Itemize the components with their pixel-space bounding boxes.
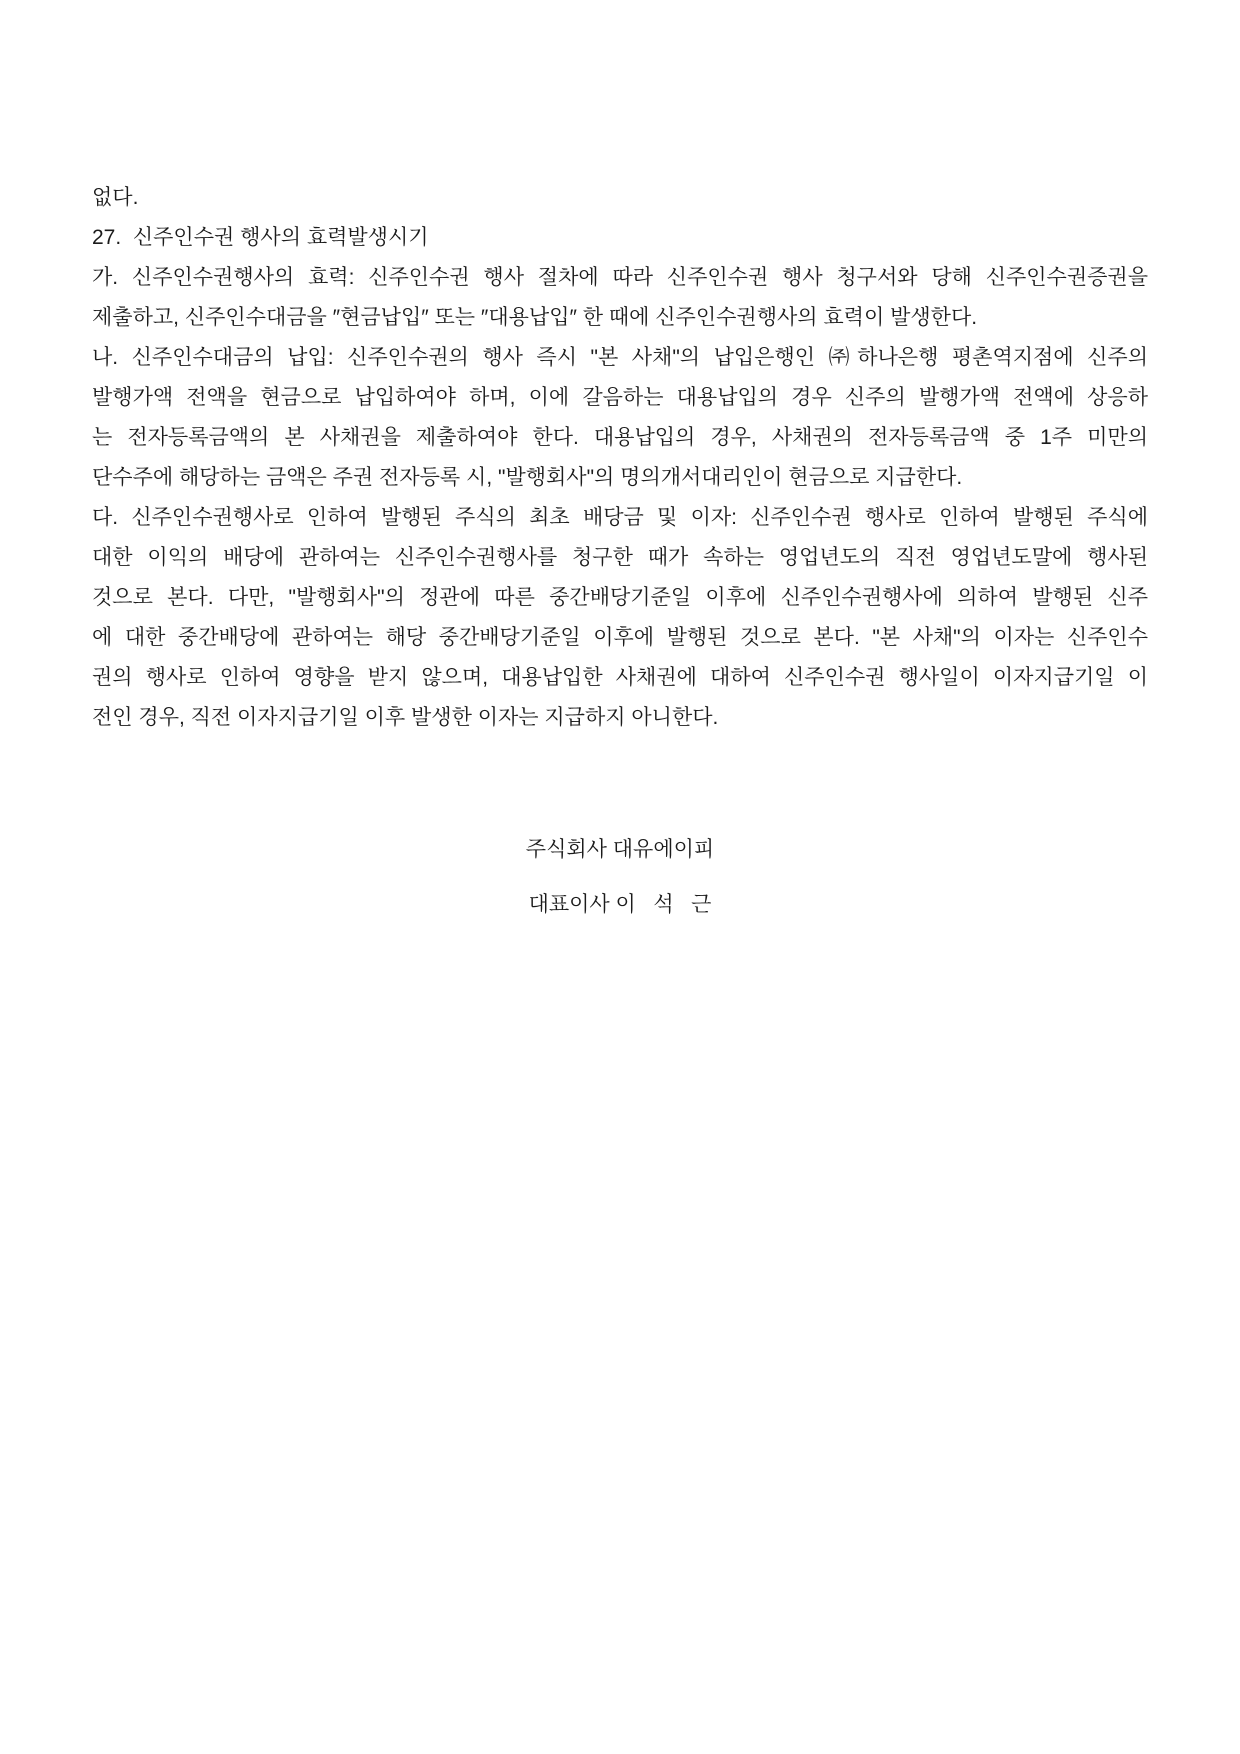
paragraph-ga bbox=[92, 258, 1148, 338]
text-line: 권의 행사로 인하여 영향을 받지 않으며, 대용납입한 사채권에 대하여 신주인수권 행사일이 이자지급기일 이 bbox=[92, 666, 1148, 689]
signature-block bbox=[92, 830, 1148, 925]
text-line: 27. 신주인수권 행사의 효력발생시기 bbox=[92, 226, 429, 249]
text-line: 단수주에 해당하는 금액은 주권 전자등록 시, "발행회사"의 명의개서대리인이 현금으로 지급한다. bbox=[92, 466, 963, 489]
text-line: 발행가액 전액을 현금으로 납입하여야 하며, 이에 갈음하는 대용납입의 경우 신주의 발행가액 전액에 상응하 bbox=[92, 386, 1148, 409]
text-line: 가. 신주인수권행사의 효력: 신주인수권 행사 절차에 따라 신주인수권 행사 청구서와 당해 신주인수권증권을 bbox=[92, 266, 1148, 289]
paragraph-carryover bbox=[92, 178, 1148, 218]
signature-company: 주식회사 대유에이피 bbox=[525, 838, 715, 861]
text-line: 없다. bbox=[92, 186, 139, 209]
text-line: 전인 경우, 직전 이자지급기일 이후 발생한 이자는 지급하지 아니한다. bbox=[92, 706, 719, 729]
text-line: 다. 신주인수권행사로 인하여 발행된 주식의 최초 배당금 및 이자: 신주인수권 행사로 인하여 발행된 주식에 bbox=[92, 506, 1148, 529]
paragraph-da bbox=[92, 498, 1148, 738]
text-line: 대한 이익의 배당에 관하여는 신주인수권행사를 청구한 때가 속하는 영업년도의 직전 영업년도말에 행사된 bbox=[92, 546, 1148, 569]
signature-ceo-name: 대표이사 이 석 근 bbox=[528, 893, 712, 916]
document-body bbox=[92, 178, 1148, 738]
item-27-heading bbox=[92, 218, 1148, 258]
paragraph-na bbox=[92, 338, 1148, 498]
text-line: 것으로 본다. 다만, "발행회사"의 정관에 따른 중간배당기준일 이후에 신주인수권행사에 의하여 발행된 신주 bbox=[92, 586, 1148, 609]
text-line: 는 전자등록금액의 본 사채권을 제출하여야 한다. 대용납입의 경우, 사채권의 전자등록금액 중 1주 미만의 bbox=[92, 426, 1148, 449]
text-line: 제출하고, 신주인수대금을 ″현금납입″ 또는 ″대용납입″ 한 때에 신주인수권행사의 효력이 발생한다. bbox=[92, 306, 978, 329]
text-line: 나. 신주인수대금의 납입: 신주인수권의 행사 즉시 "본 사채"의 납입은행인 ㈜하나은행 평촌역지점에 신주의 bbox=[92, 346, 1148, 369]
text-line: 에 대한 중간배당에 관하여는 해당 중간배당기준일 이후에 발행된 것으로 본다. "본 사채"의 이자는 신주인수 bbox=[92, 626, 1148, 649]
